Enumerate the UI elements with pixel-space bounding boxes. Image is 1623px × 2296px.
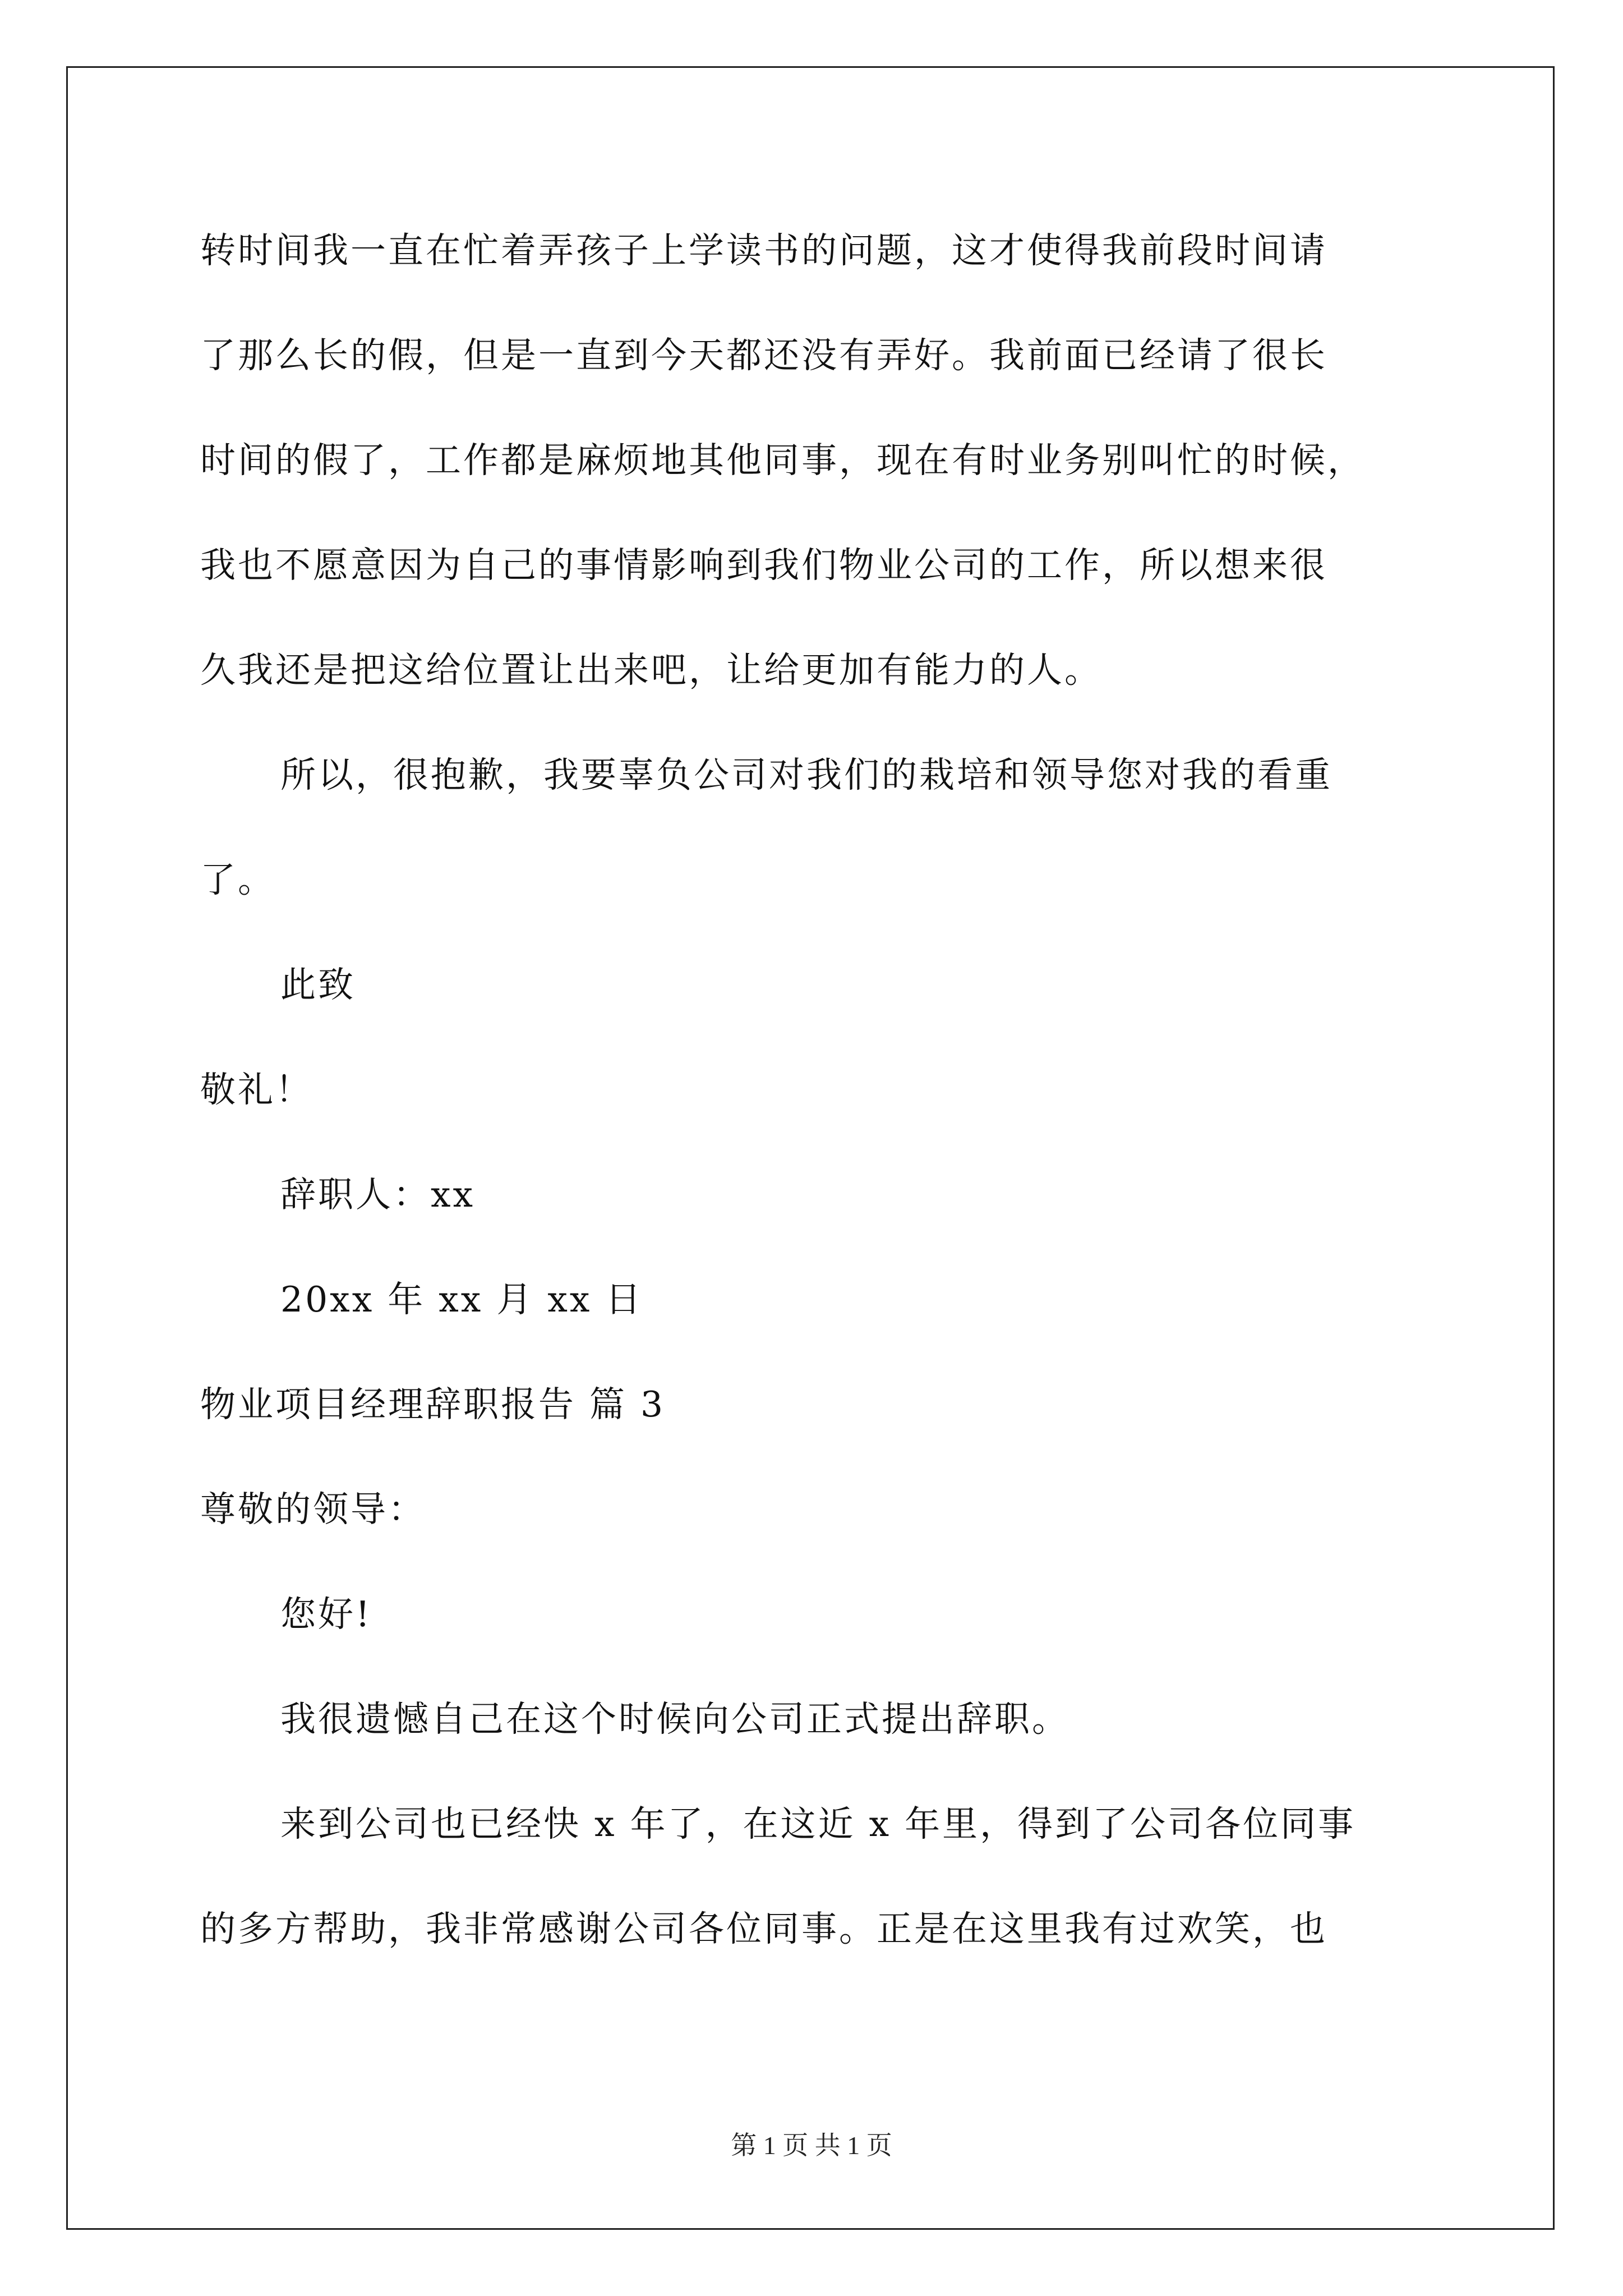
greeting: 您好! [280,1594,372,1635]
paragraph-line: 的多方帮助，我非常感谢公司各位同事。正是在这里我有过欢笑，也 [200,1908,1327,1949]
paragraph-line: 久我还是把这给位置让出来吧，让给更加有能力的人。 [200,650,1102,691]
paragraph-line: 了。 [200,859,275,900]
date-line: 20xx 年 xx 月 xx 日 [280,1279,643,1320]
closing-cizhi: 此致 [280,964,356,1005]
page-footer: 第 1 页 共 1 页 [731,2131,892,2160]
signer-line: 辞职人：xx [280,1174,476,1215]
paragraph-line: 来到公司也已经快 x 年了，在这近 x 年里，得到了公司各位同事 [280,1803,1356,1844]
paragraph-line: 时间的假了，工作都是麻烦地其他同事，现在有时业务别叫忙的时候， [200,440,1365,481]
section-title: 物业项目经理辞职报告 篇 3 [200,1384,666,1425]
paragraph-line: 我很遗憾自己在这个时候向公司正式提出辞职。 [280,1699,1069,1740]
paragraph-line: 我也不愿意因为自己的事情影响到我们物业公司的工作，所以想来很 [200,545,1327,586]
paragraph-line: 所以，很抱歉，我要辜负公司对我们的栽培和领导您对我的看重 [280,754,1332,795]
closing-jingli: 敬礼！ [200,1069,313,1110]
paragraph-line: 了那么长的假，但是一直到今天都还没有弄好。我前面已经请了很长 [200,335,1327,376]
page-border [66,66,1555,2230]
salutation: 尊敬的领导： [200,1489,426,1530]
paragraph-line: 转时间我一直在忙着弄孩子上学读书的问题，这才使得我前段时间请 [200,230,1327,271]
